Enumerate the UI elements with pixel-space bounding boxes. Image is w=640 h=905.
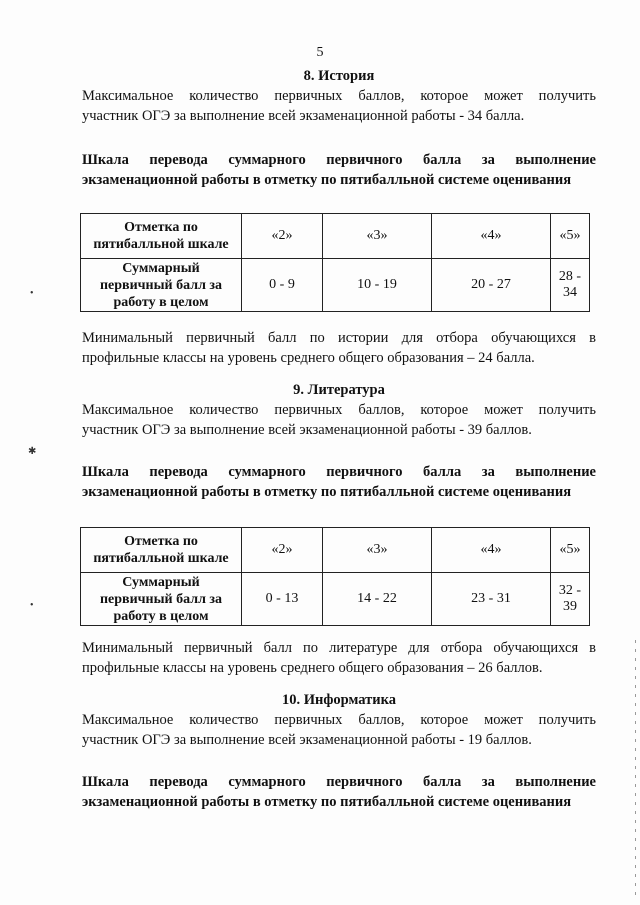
section-history bbox=[82, 66, 596, 126]
section-informatics bbox=[82, 690, 596, 750]
paragraph-line: Минимальный первичный балл по истории для отбора обучающихся в bbox=[82, 330, 596, 346]
table-row bbox=[81, 214, 590, 259]
table-row-header: Отметка по пятибалльной шкале bbox=[81, 214, 242, 259]
paragraph-line: Минимальный первичный балл по литературе для отбора обучающихся в bbox=[82, 640, 596, 656]
scan-mark: ✱ bbox=[28, 446, 37, 457]
min-score-paragraph bbox=[82, 328, 596, 368]
grade-cell: «3» bbox=[323, 528, 432, 573]
section-heading: 8. История bbox=[303, 68, 375, 84]
table-row-header: Отметка по пятибалльной шкале bbox=[81, 528, 242, 573]
section-heading: 10. Информатика bbox=[281, 692, 397, 708]
grade-scale-table bbox=[80, 527, 590, 626]
score-range-cell: 32 - 39 bbox=[551, 573, 590, 626]
min-score-paragraph bbox=[82, 638, 596, 678]
paragraph-line: участник ОГЭ за выполнение всей экзаменационной работы - 19 баллов. bbox=[82, 732, 532, 748]
scan-mark: • bbox=[30, 600, 34, 611]
section-heading: 9. Литература bbox=[293, 382, 385, 398]
scale-title-line: Шкала перевода суммарного первичного балла за выполнение bbox=[82, 464, 596, 480]
grade-cell: «5» bbox=[551, 214, 590, 259]
score-range-cell: 23 - 31 bbox=[432, 573, 551, 626]
scale-title bbox=[82, 462, 596, 502]
paragraph-line: профильные классы на уровень среднего общего образования – 24 балла. bbox=[82, 350, 535, 366]
score-range-cell: 20 - 27 bbox=[432, 259, 551, 312]
scan-edge-line bbox=[635, 640, 636, 900]
scale-title-line: Шкала перевода суммарного первичного балла за выполнение bbox=[82, 152, 596, 168]
grade-cell: «2» bbox=[242, 528, 323, 573]
table-row bbox=[81, 259, 590, 312]
page-number: 5 bbox=[316, 45, 324, 60]
score-range-cell: 10 - 19 bbox=[323, 259, 432, 312]
score-range-cell: 28 - 34 bbox=[551, 259, 590, 312]
grade-scale-table bbox=[80, 213, 590, 312]
table-row-header: Суммарный первичный балл за работу в целом bbox=[81, 573, 242, 626]
grade-cell: «3» bbox=[323, 214, 432, 259]
max-score-paragraph bbox=[82, 400, 596, 440]
score-range-cell: 14 - 22 bbox=[323, 573, 432, 626]
table-row bbox=[81, 573, 590, 626]
scale-title-line: экзаменационной работы в отметку по пятибалльной системе оценивания bbox=[82, 794, 572, 810]
scale-title bbox=[82, 150, 596, 190]
grade-cell: «4» bbox=[432, 528, 551, 573]
scale-title bbox=[82, 772, 596, 812]
paragraph-line: участник ОГЭ за выполнение всей экзаменационной работы - 39 баллов. bbox=[82, 422, 532, 438]
score-range-cell: 0 - 13 bbox=[242, 573, 323, 626]
grade-cell: «4» bbox=[432, 214, 551, 259]
table-row bbox=[81, 528, 590, 573]
scale-title-line: Шкала перевода суммарного первичного балла за выполнение bbox=[82, 774, 596, 790]
max-score-paragraph bbox=[82, 86, 596, 126]
max-score-paragraph bbox=[82, 710, 596, 750]
grade-cell: «2» bbox=[242, 214, 323, 259]
scale-title-line: экзаменационной работы в отметку по пятибалльной системе оценивания bbox=[82, 484, 572, 500]
section-literature bbox=[82, 380, 596, 440]
scan-mark: • bbox=[30, 288, 34, 299]
paragraph-line: профильные классы на уровень среднего общего образования – 26 баллов. bbox=[82, 660, 543, 676]
paragraph-line: Максимальное количество первичных баллов, которое может получить bbox=[82, 88, 596, 104]
paragraph-line: Максимальное количество первичных баллов, которое может получить bbox=[82, 402, 596, 418]
score-range-cell: 0 - 9 bbox=[242, 259, 323, 312]
table-row-header: Суммарный первичный балл за работу в целом bbox=[81, 259, 242, 312]
paragraph-line: Максимальное количество первичных баллов, которое может получить bbox=[82, 712, 596, 728]
grade-cell: «5» bbox=[551, 528, 590, 573]
scale-title-line: экзаменационной работы в отметку по пятибалльной системе оценивания bbox=[82, 172, 572, 188]
paragraph-line: участник ОГЭ за выполнение всей экзаменационной работы - 34 балла. bbox=[82, 108, 525, 124]
